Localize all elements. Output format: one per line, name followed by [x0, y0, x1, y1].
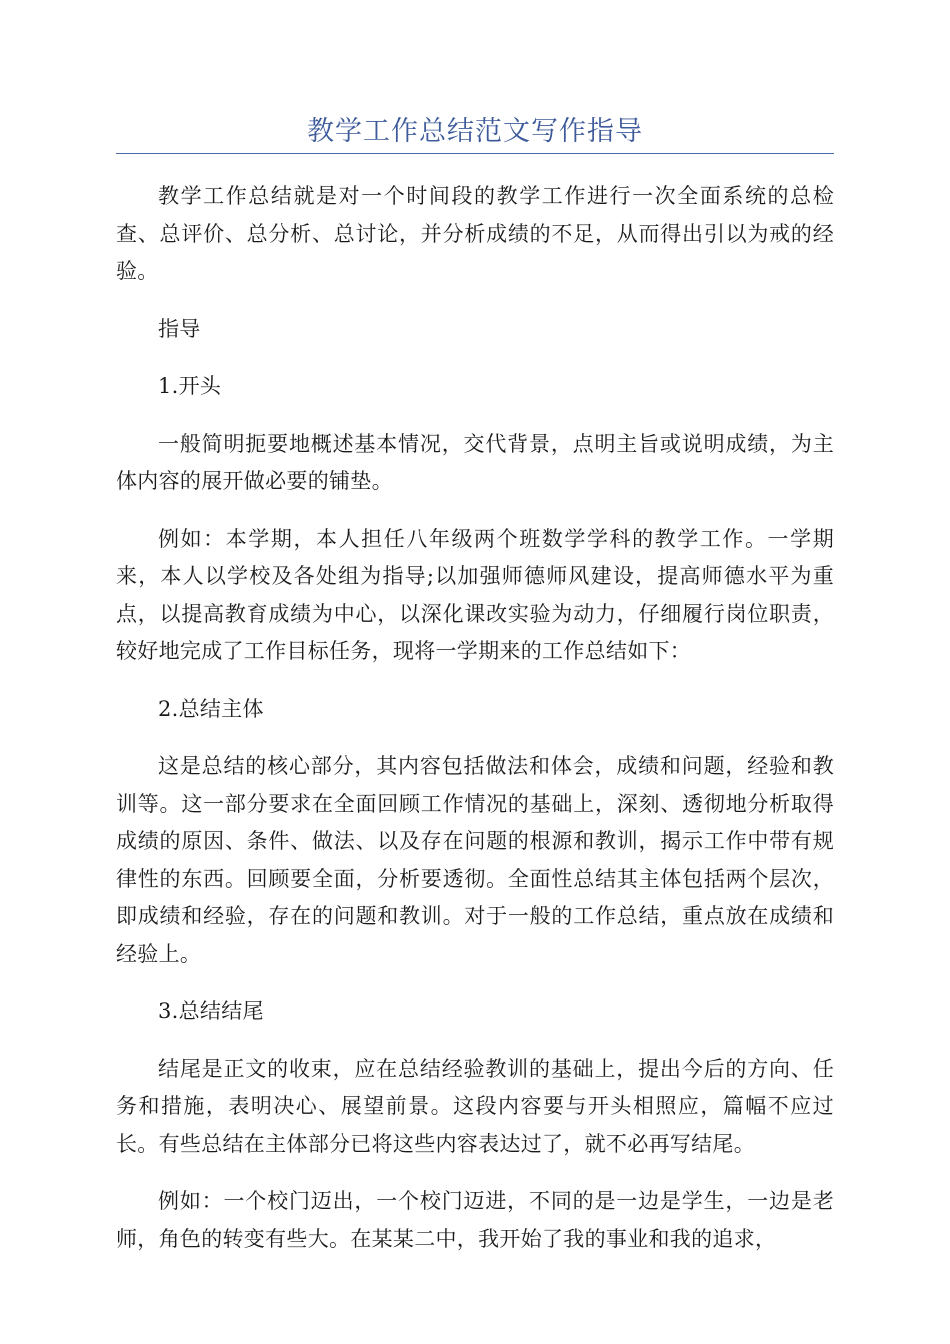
ending-paragraph: 结尾是正文的收束，应在总结经验教训的基础上，提出今后的方向、任务和措施，表明决心、展望前景。这段内容要与开头相照应，篇幅不应过长。有些总结在主体部分已将这些内容表达过了，就不必再写结尾。: [116, 1056, 834, 1156]
ending-example-paragraph: 例如：一个校门迈出，一个校门迈进，不同的是一边是学生，一边是老师，角色的转变有些大。在某某二中，我开始了我的事业和我的追求，: [116, 1189, 834, 1251]
intro-paragraph: 教学工作总结就是对一个时间段的教学工作进行一次全面系统的总检查、总评价、总分析、总讨论，并分析成绩的不足，从而得出引以为戒的经验。: [116, 184, 834, 283]
document-body: [116, 178, 834, 1278]
document-title: 教学工作总结范文写作指导: [307, 116, 643, 147]
body-paragraph: 这是总结的核心部分，其内容包括做法和体会，成绩和问题，经验和教训等。这一部分要求在全面回顾工作情况的基础上，深刻、透彻地分析取得成绩的原因、条件、做法、以及存在问题的根源和教训，揭示工作中带有规律性的东西。回顾要全面，分析要透彻。全面性总结其主体包括两个层次，即成绩和经验，存在的问题和教训。对于一般的工作总结，重点放在成绩和经验上。: [116, 754, 834, 966]
title-underline: [116, 153, 834, 154]
section-heading-ending: 3.总结结尾: [158, 999, 264, 1023]
opening-paragraph: 一般简明扼要地概述基本情况，交代背景，点明主旨或说明成绩，为主体内容的展开做必要的铺垫。: [116, 431, 834, 493]
section-heading-body: 2.总结主体: [158, 696, 264, 721]
guide-heading: 指导: [158, 316, 201, 341]
opening-example-paragraph: 例如：本学期，本人担任八年级两个班数学学科的教学工作。一学期来，本人以学校及各处组为指导;以加强师德师风建设，提高师德水平为重点，以提高教育成绩为中心，以深化课改实验为动力，仔细履行岗位职责，较好地完成了工作目标任务，现将一学期来的工作总结如下：: [116, 526, 834, 663]
section-heading-opening: 1.开头: [158, 374, 222, 398]
